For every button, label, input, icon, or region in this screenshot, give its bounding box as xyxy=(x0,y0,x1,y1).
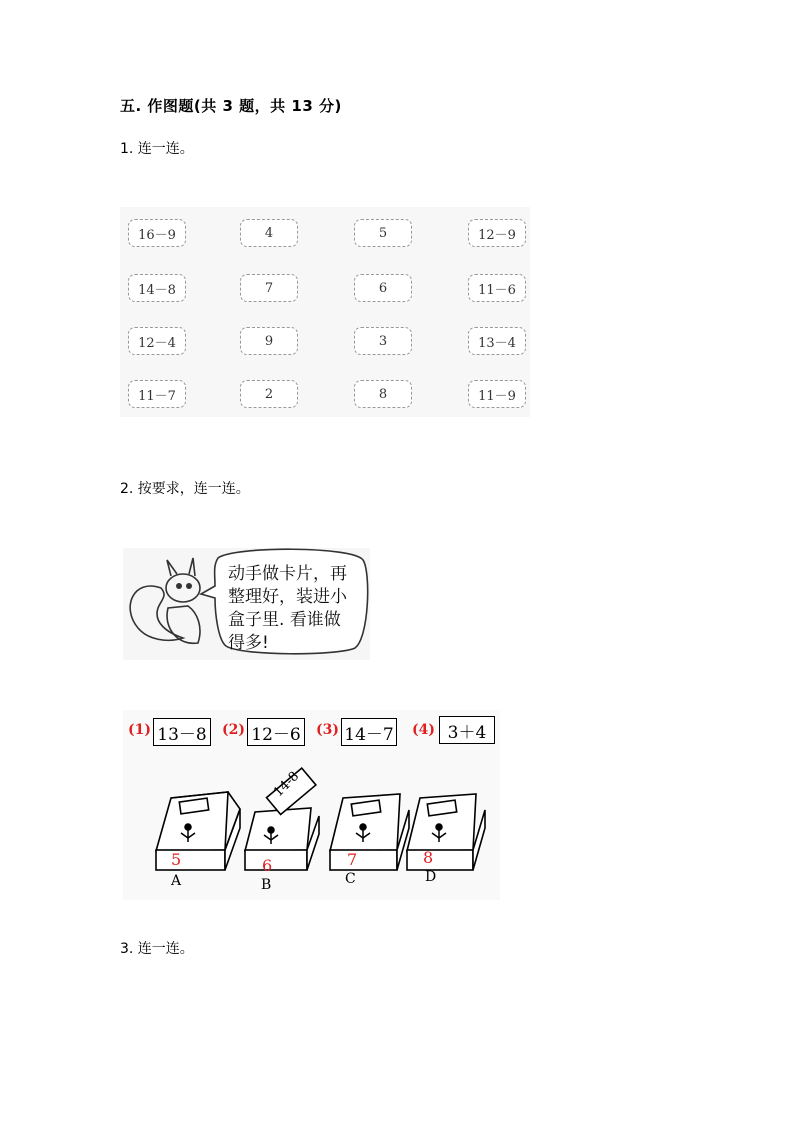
question-3-label: 3. 连一连。 xyxy=(120,941,194,957)
box-number: 7 xyxy=(347,850,358,869)
grid-card: 11－6 xyxy=(468,274,526,302)
box-number: 8 xyxy=(423,848,434,867)
grid-card: 6 xyxy=(354,274,412,302)
box-letter: A xyxy=(171,873,182,889)
grid-card: 11－9 xyxy=(468,380,526,408)
card-index: (1) xyxy=(128,722,151,738)
card-index: (3) xyxy=(316,722,339,738)
boxes-drawing xyxy=(123,710,500,900)
grid-card: 12－9 xyxy=(468,219,526,247)
grid-card: 16－9 xyxy=(128,219,186,247)
grid-card: 3 xyxy=(354,327,412,355)
expression-card: 13－8 xyxy=(153,718,211,746)
box-letter: D xyxy=(425,869,437,885)
grid-card: 5 xyxy=(354,219,412,247)
grid-card: 14－8 xyxy=(128,274,186,302)
expression-card: 12－6 xyxy=(247,718,305,746)
grid-card: 4 xyxy=(240,219,298,247)
box-letter: C xyxy=(345,871,356,887)
grid-card: 2 xyxy=(240,380,298,408)
grid-card: 8 xyxy=(354,380,412,408)
section-title: 五. 作图题(共 3 题，共 13 分) xyxy=(120,97,342,115)
grid-card: 11－7 xyxy=(128,380,186,408)
expression-card: 3＋4 xyxy=(439,716,495,744)
question-2-label: 2. 按要求，连一连。 xyxy=(120,481,250,497)
expression-card: 14－7 xyxy=(341,718,397,746)
grid-card: 9 xyxy=(240,327,298,355)
card-index: (4) xyxy=(412,722,435,738)
grid-card: 7 xyxy=(240,274,298,302)
card-index: (2) xyxy=(222,722,245,738)
speech-bubble-text: 动手做卡片，再 整理好，装进小 盒子里. 看谁做 得多! xyxy=(228,564,347,653)
matching-grid-figure xyxy=(120,207,530,417)
box-number: 6 xyxy=(262,856,273,875)
question-1-label: 1. 连一连。 xyxy=(120,141,194,157)
box-letter: B xyxy=(261,877,272,893)
grid-card: 12－4 xyxy=(128,327,186,355)
inserted-card-label: 14-8 xyxy=(270,768,303,801)
grid-card: 13－4 xyxy=(468,327,526,355)
cards-and-boxes-figure xyxy=(123,710,500,900)
box-number: 5 xyxy=(171,850,182,869)
